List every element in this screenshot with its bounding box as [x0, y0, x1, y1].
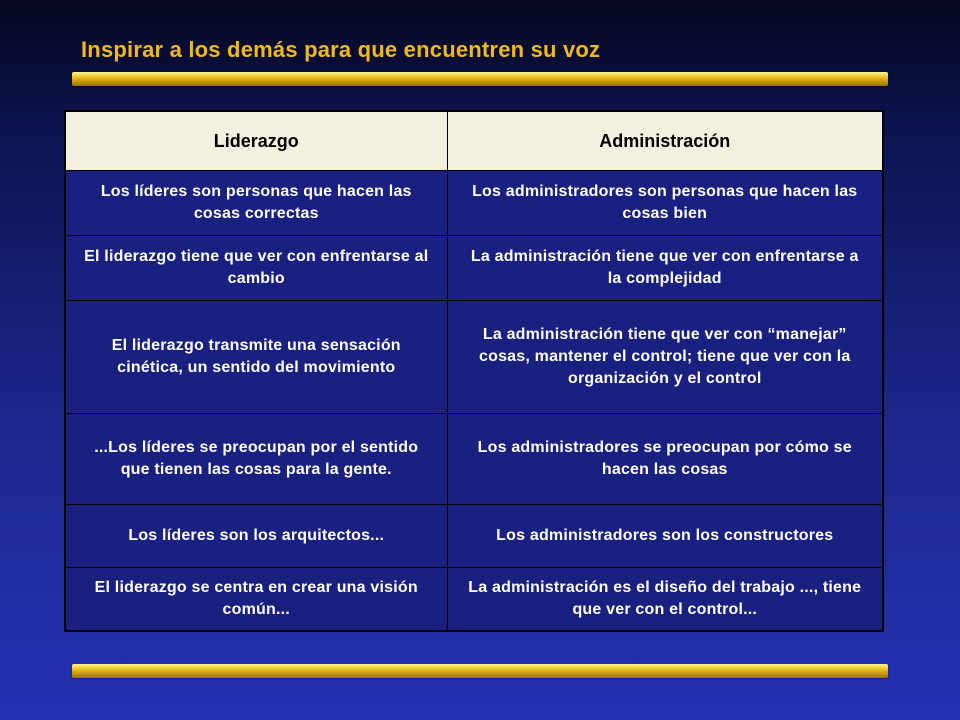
table-cell-liderazgo: El liderazgo se centra en crear una visión común...	[65, 568, 447, 632]
table-cell-liderazgo: El liderazgo tiene que ver con enfrentarse al cambio	[65, 236, 447, 301]
table-cell-administracion: La administración tiene que ver con “manejar” cosas, mantener el control; tiene que ver con la organización y el control	[447, 301, 883, 414]
table-row	[65, 414, 883, 505]
table-row	[65, 236, 883, 301]
table-cell-liderazgo: Los líderes son personas que hacen las cosas correctas	[65, 171, 447, 236]
table-cell-administracion: Los administradores son personas que hacen las cosas bien	[447, 171, 883, 236]
table-cell-administracion: Los administradores se preocupan por cómo se hacen las cosas	[447, 414, 883, 505]
column-header-administracion: Administración	[447, 111, 883, 171]
column-header-liderazgo: Liderazgo	[65, 111, 447, 171]
top-gold-divider	[72, 72, 888, 86]
table-cell-administracion: La administración es el diseño del trabajo ..., tiene que ver con el control...	[447, 568, 883, 632]
table-cell-liderazgo: El liderazgo transmite una sensación cinética, un sentido del movimiento	[65, 301, 447, 414]
table-header-row	[65, 111, 883, 171]
table-cell-administracion: La administración tiene que ver con enfrentarse a la complejidad	[447, 236, 883, 301]
bottom-gold-divider	[72, 664, 888, 678]
table-cell-administracion: Los administradores son los constructores	[447, 505, 883, 568]
table-cell-liderazgo: ...Los líderes se preocupan por el sentido que tienen las cosas para la gente.	[65, 414, 447, 505]
table-cell-liderazgo: Los líderes son los arquitectos...	[65, 505, 447, 568]
table-row	[65, 301, 883, 414]
table-row	[65, 171, 883, 236]
slide-title: Inspirar a los demás para que encuentren su voz	[81, 37, 601, 62]
comparison-table	[64, 110, 884, 632]
table-row	[65, 568, 883, 632]
table-row	[65, 505, 883, 568]
